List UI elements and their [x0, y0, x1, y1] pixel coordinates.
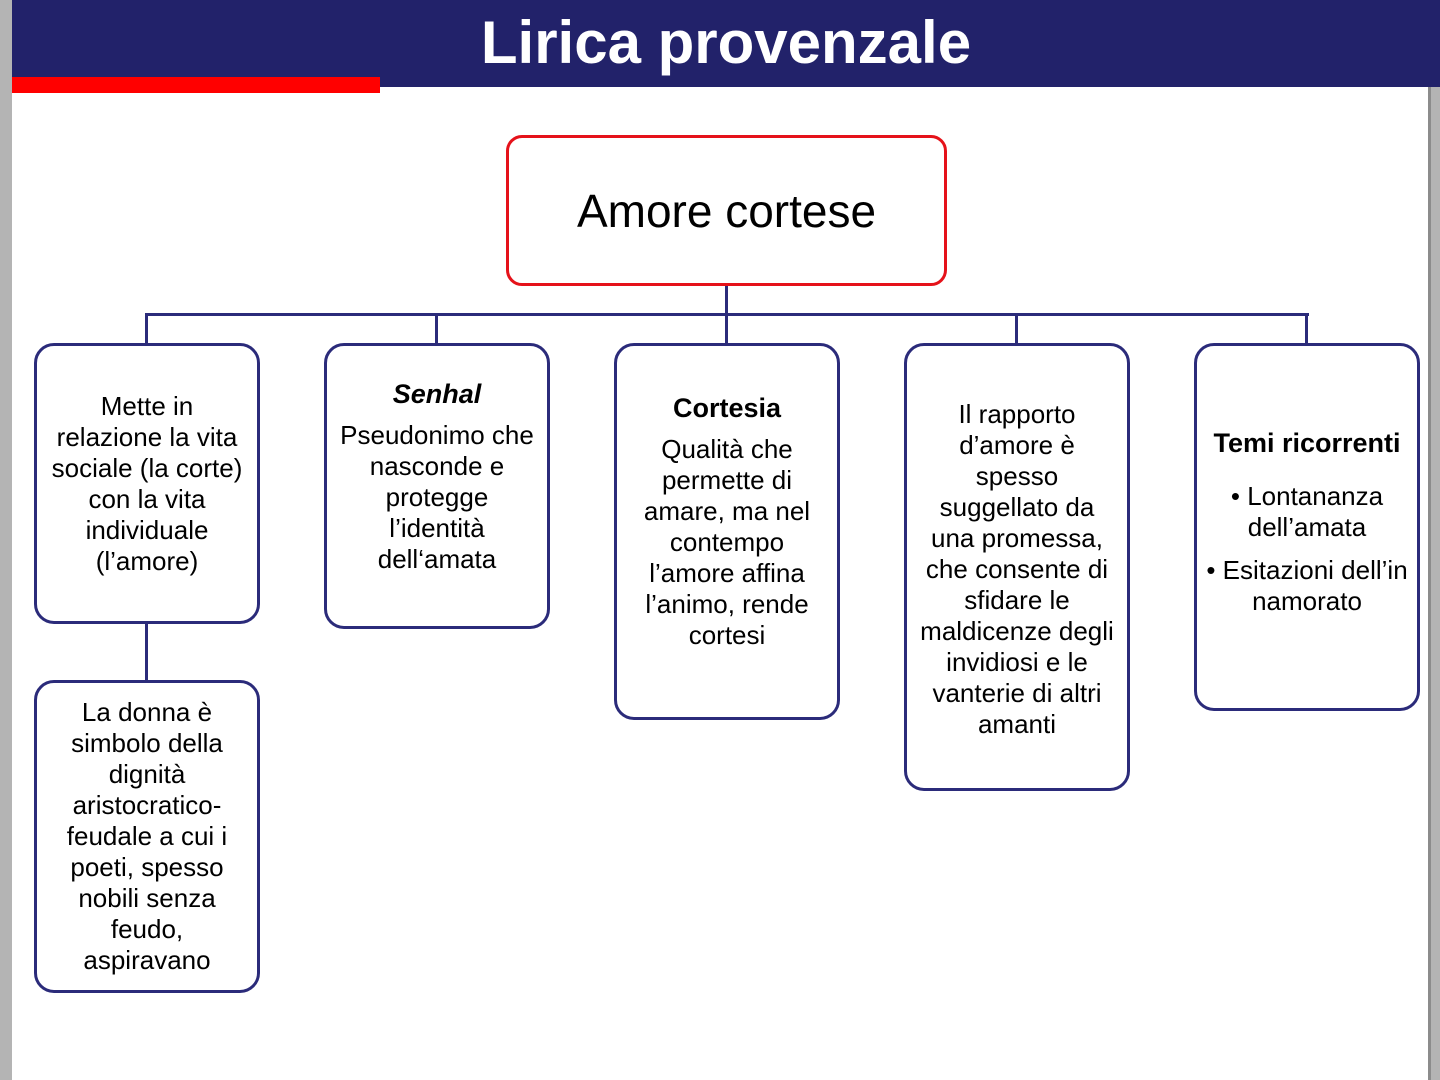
node-rapporto-amore	[904, 343, 1130, 791]
accent-red-bar	[12, 77, 380, 93]
node-title: Temi ricorrenti	[1213, 428, 1401, 458]
right-frame-edge	[1428, 87, 1440, 1080]
node-text: Pseudonimo che nasconde e protegge l’identità dell‘amata	[340, 419, 534, 574]
slide-title: Lirica provenzale	[480, 9, 972, 76]
bullet-item: • Esitazioni dell’innamorato	[1206, 555, 1408, 616]
connector-drop-2	[435, 313, 438, 345]
connector-child-1-sub	[145, 622, 148, 682]
node-text: Qualità che permette di amare, ma nel contempo l’amore affina l’animo, rende cortesi	[643, 434, 811, 650]
node-temi-ricorrenti	[1194, 343, 1420, 711]
connector-drop-5	[1305, 313, 1308, 345]
node-vita-sociale	[34, 343, 260, 624]
bullet-item: • Lontananza dell’amata	[1230, 481, 1384, 542]
root-node-amore-cortese	[506, 135, 947, 286]
node-title: Senhal	[392, 378, 482, 409]
node-cortesia	[614, 343, 840, 720]
connector-root-stem	[725, 285, 728, 315]
slide-header	[12, 0, 1440, 87]
connector-drop-4	[1015, 313, 1018, 345]
connector-drop-3	[725, 313, 728, 345]
node-donna-simbolo	[34, 680, 260, 993]
node-text: Mette in relazione la vita sociale (la corte) con la vita individuale (l’amore)	[51, 390, 243, 576]
node-text: Il rapporto d’amore è spesso suggellato da una promessa, che consente di sfidare le maldicenze degli invidiosi e le vanterie di altri amanti	[920, 398, 1114, 739]
root-node-label: Amore cortese	[576, 184, 877, 237]
connector-drop-1	[145, 313, 148, 345]
node-text: La donna è simbolo della dignità aristocratico-feudale a cui i poeti, spesso nobili senza feudo, aspiravano	[66, 697, 228, 975]
node-senhal	[324, 343, 550, 629]
node-title: Cortesia	[672, 393, 782, 423]
left-frame-edge	[0, 0, 12, 1080]
